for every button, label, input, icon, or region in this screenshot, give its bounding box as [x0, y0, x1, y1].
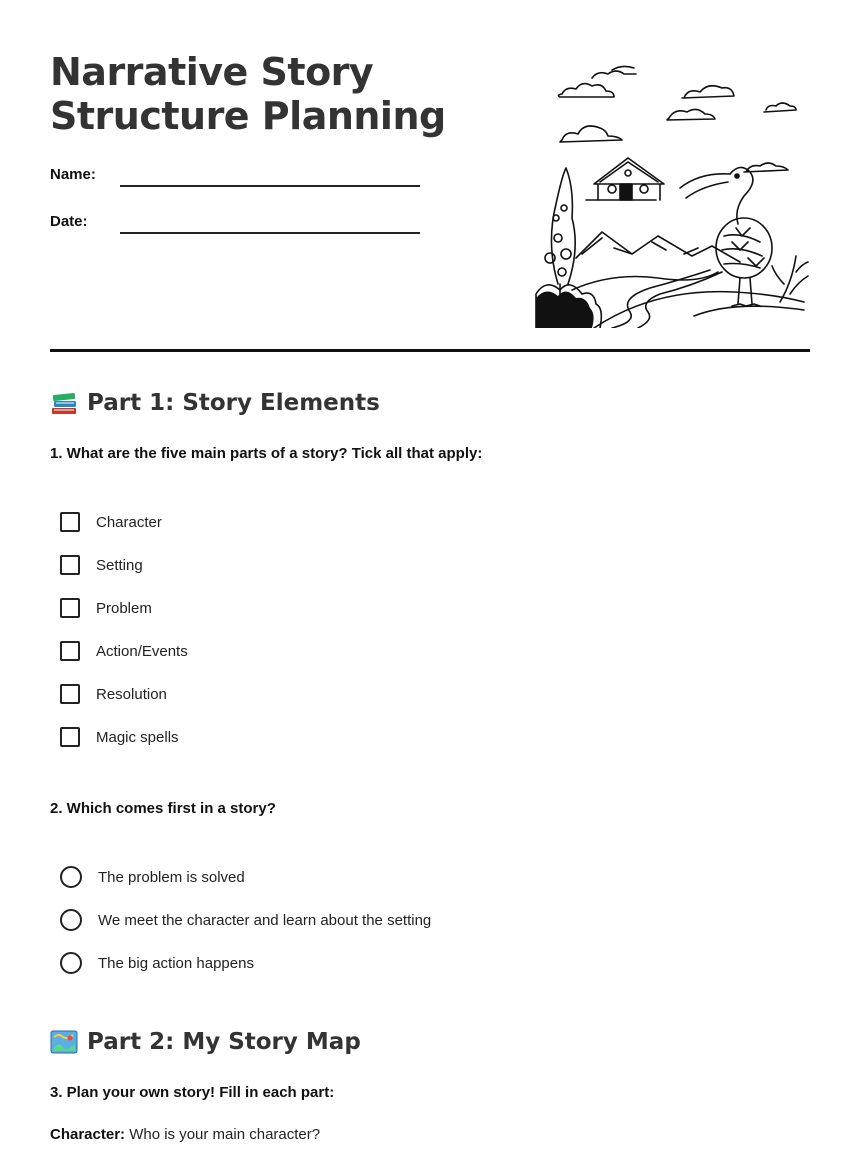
- bird-icon: [680, 167, 772, 306]
- radio-button[interactable]: [60, 909, 82, 931]
- cloud-icon: [560, 126, 622, 142]
- option-label: We meet the character and learn about the setting: [98, 911, 432, 929]
- name-input-line[interactable]: [120, 185, 420, 187]
- cloud-icon: [667, 86, 796, 120]
- option-label: Setting: [96, 556, 143, 574]
- option-label: Problem: [96, 599, 152, 617]
- map-icon: [50, 1029, 78, 1055]
- option-label: Resolution: [96, 685, 167, 703]
- title-line-1: Narrative Story: [50, 50, 374, 94]
- checkbox[interactable]: [60, 727, 80, 747]
- fern-icon: [772, 256, 808, 302]
- checkbox[interactable]: [60, 598, 80, 618]
- tree-icon: [545, 168, 575, 304]
- radio-button[interactable]: [60, 866, 82, 888]
- checkbox[interactable]: [60, 512, 80, 532]
- option-big-action[interactable]: [60, 950, 254, 976]
- checkbox[interactable]: [60, 684, 80, 704]
- checkbox[interactable]: [60, 641, 80, 661]
- question-3: 3. Plan your own story! Fill in each part:: [50, 1084, 335, 1101]
- date-label: Date:: [50, 213, 88, 230]
- mountains-icon: [572, 232, 740, 290]
- date-input-line[interactable]: [120, 232, 420, 234]
- question-2: 2. Which comes first in a story?: [50, 800, 276, 817]
- dark-bush-icon: [536, 291, 594, 328]
- date-field[interactable]: [50, 213, 420, 237]
- radio-button[interactable]: [60, 952, 82, 974]
- option-label: Magic spells: [96, 728, 179, 746]
- books-icon: [50, 390, 78, 416]
- question-1: 1. What are the five main parts of a story? Tick all that apply:: [50, 445, 483, 462]
- part1-heading-text: Part 1: Story Elements: [87, 390, 380, 416]
- option-problem-solved[interactable]: [60, 864, 245, 890]
- name-label: Name:: [50, 166, 96, 183]
- option-setting[interactable]: [60, 552, 143, 578]
- house-icon: [586, 158, 664, 200]
- option-resolution[interactable]: [60, 681, 167, 707]
- header-divider: [50, 349, 810, 352]
- character-label: Character:: [50, 1126, 126, 1143]
- name-field[interactable]: [50, 166, 420, 190]
- option-magic-spells[interactable]: [60, 724, 179, 750]
- option-meet-character[interactable]: [60, 907, 431, 933]
- part2-heading-text: Part 2: My Story Map: [87, 1029, 361, 1055]
- part1-heading: [50, 387, 380, 419]
- checkbox[interactable]: [60, 555, 80, 575]
- option-problem[interactable]: [60, 595, 152, 621]
- page-title: [50, 50, 446, 138]
- cloud-icon: [744, 163, 788, 172]
- option-action-events[interactable]: [60, 638, 188, 664]
- character-prompt: [50, 1126, 320, 1143]
- part2-heading: [50, 1026, 361, 1058]
- option-label: The problem is solved: [98, 868, 245, 886]
- storybook-landscape-illustration: [534, 58, 810, 328]
- option-label: Character: [96, 513, 162, 531]
- worksheet-page: [50, 0, 810, 1161]
- character-question: Who is your main character?: [129, 1126, 321, 1143]
- option-label: The big action happens: [98, 954, 254, 972]
- cloud-icon: [558, 66, 636, 97]
- option-character[interactable]: [60, 509, 162, 535]
- title-line-2: Structure Planning: [50, 94, 446, 138]
- option-label: Action/Events: [96, 642, 188, 660]
